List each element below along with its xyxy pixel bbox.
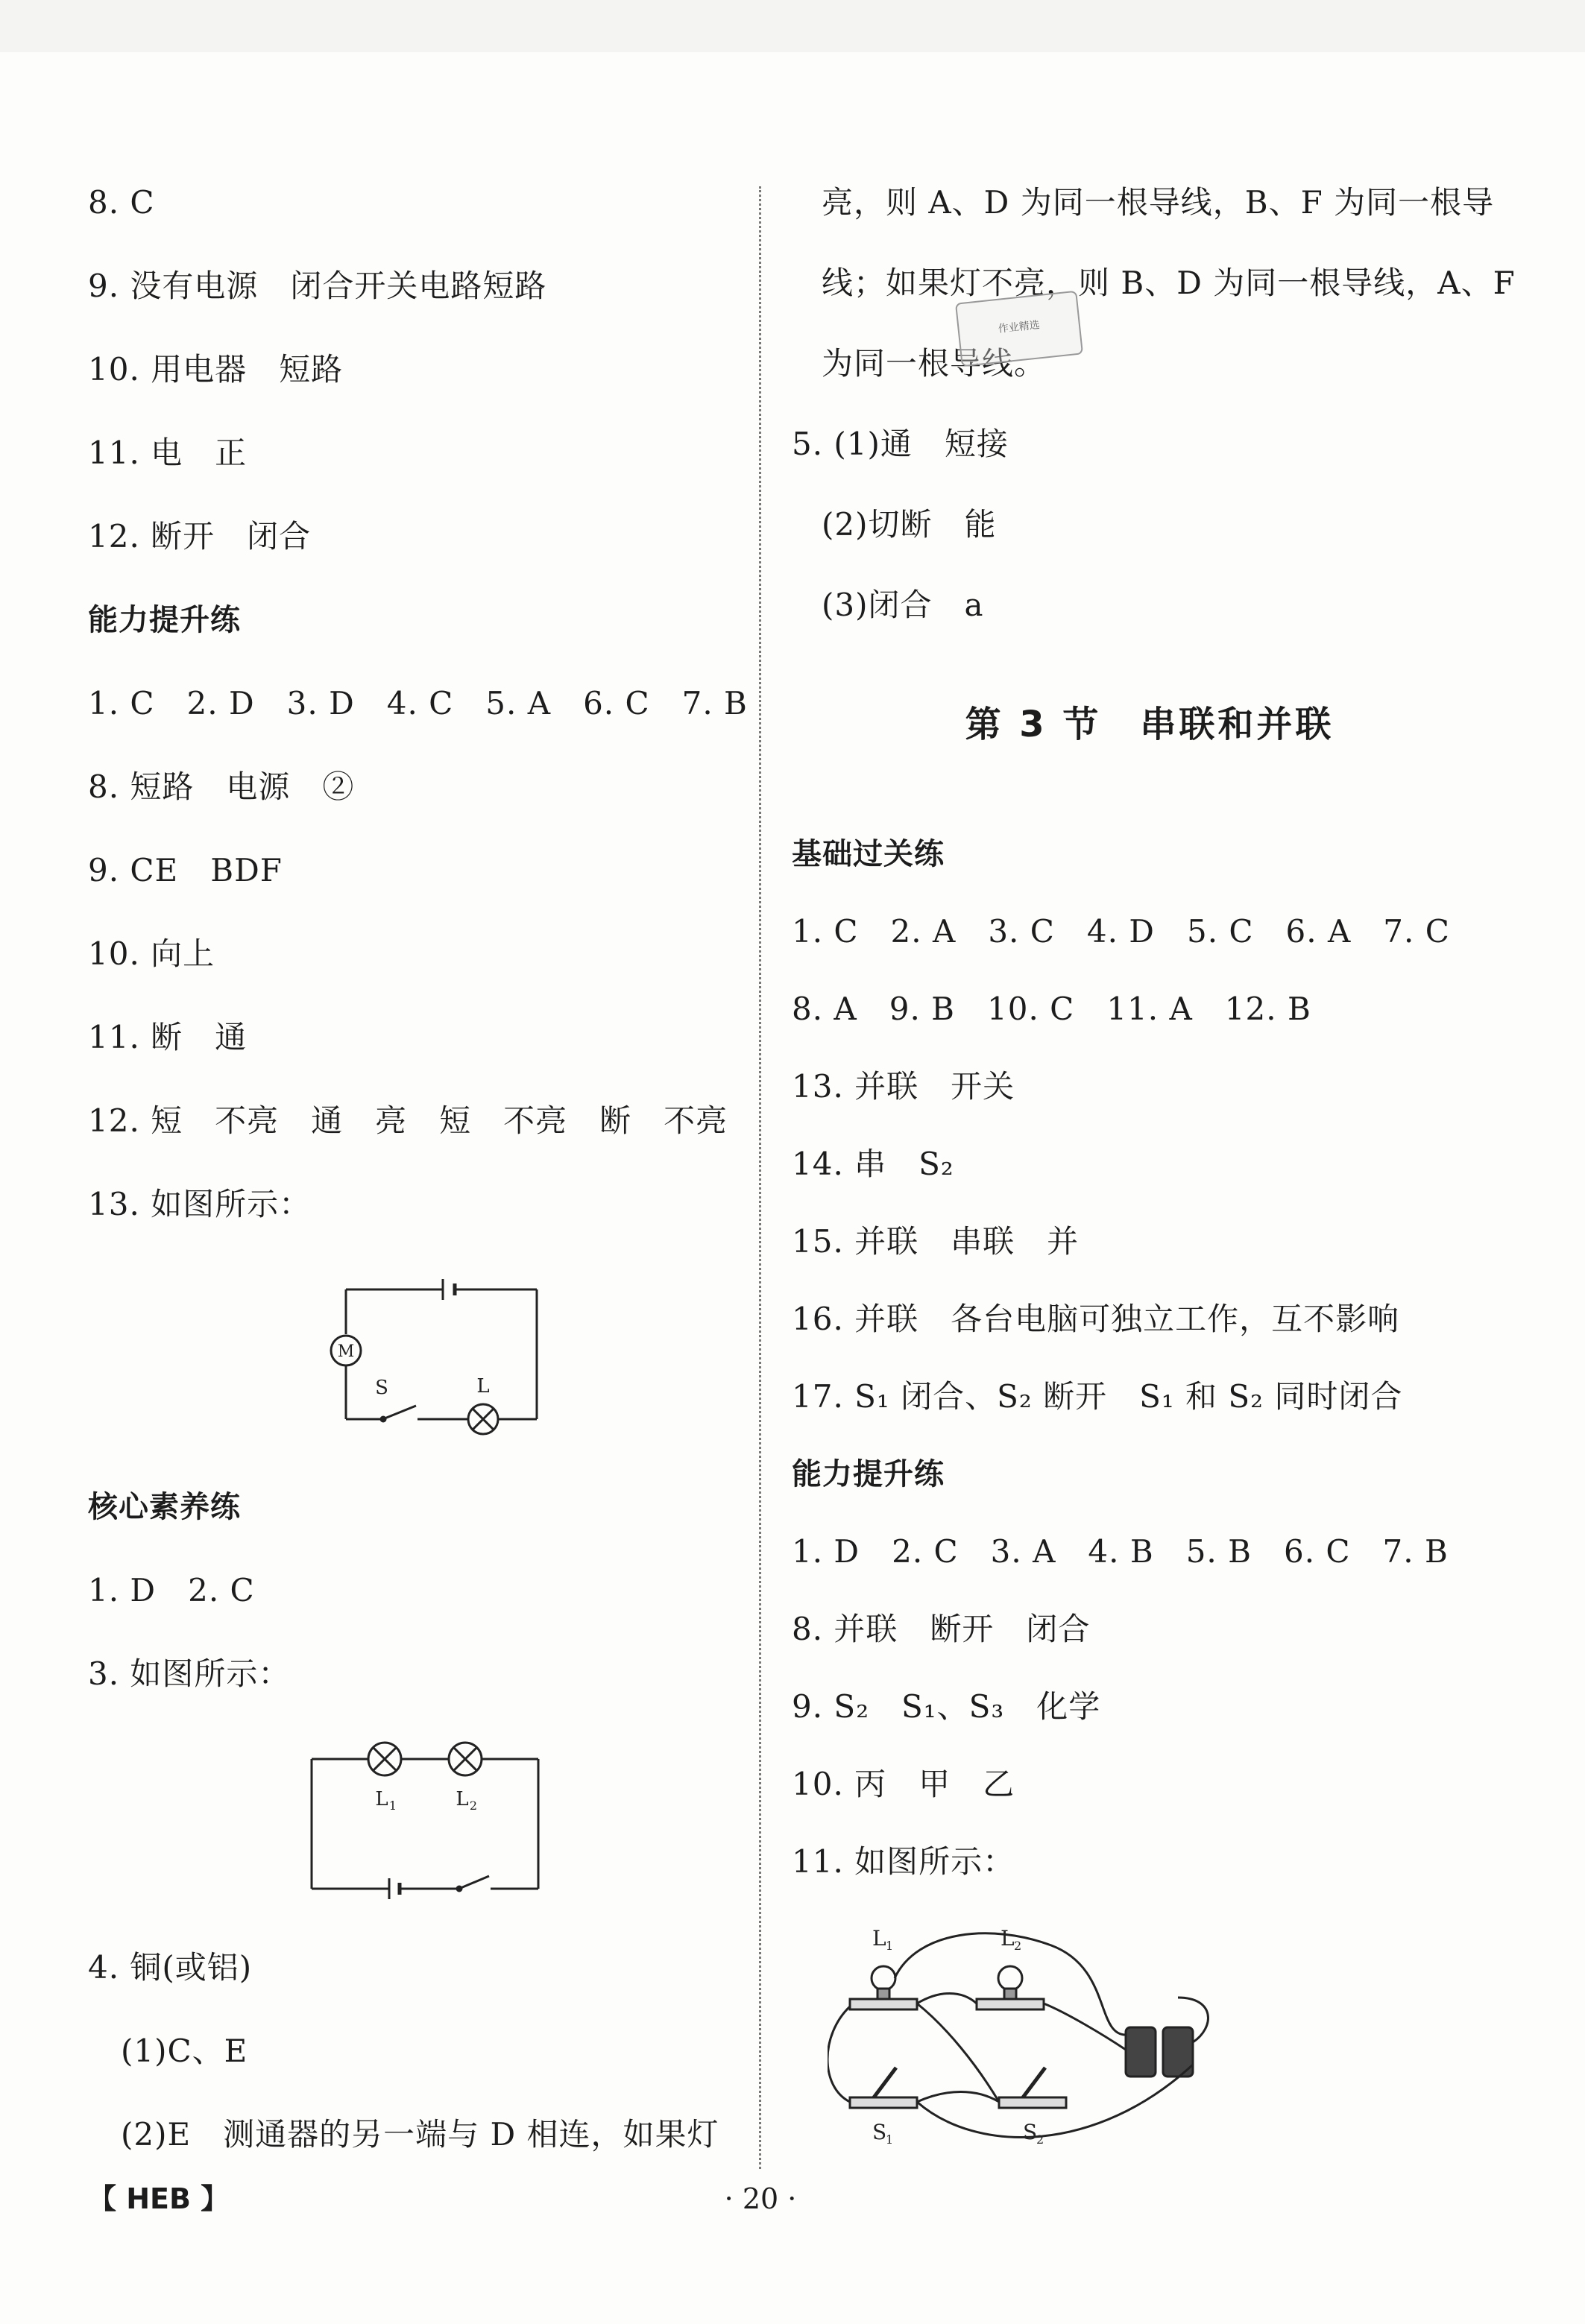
top-margin-band	[0, 0, 1585, 52]
answer-line: 线；如果灯不亮，则 B、D 为同一根导线，A、F	[822, 265, 1516, 301]
l2-label: L	[1001, 1926, 1015, 1951]
answer-line: 13. 如图所示：	[88, 1186, 312, 1222]
lamp-label: L	[476, 1375, 490, 1398]
answer-line: 9. S₂ S₁、S₃ 化学	[792, 1688, 1101, 1725]
answer-line: 为同一根导线。	[822, 345, 1047, 382]
basic-heading: 基础过关练	[792, 837, 945, 871]
s1-subscript: 1	[886, 2132, 894, 2147]
answer-line: 11. 断 通	[88, 1019, 248, 1055]
switch-s2-lever	[1023, 2068, 1045, 2097]
answer-line: (1)C、E	[121, 2033, 248, 2069]
ability-heading: 能力提升练	[88, 603, 241, 637]
lamp-l2-subscript: 2	[469, 1799, 478, 1813]
answer-line: 1. C 2. D 3. D 4. C 5. A 6. C 7. B	[88, 685, 748, 721]
switch-label: S	[375, 1377, 388, 1399]
answer-line: 4. 铜(或铝)	[88, 1949, 253, 1986]
answer-line: 8. 并联 断开 闭合	[792, 1611, 1091, 1647]
answer-line: 8. 短路 电源 ②	[88, 768, 355, 805]
answer-line: 9. CE BDF	[88, 852, 283, 888]
l2-subscript: 2	[1014, 1939, 1022, 1953]
l1-label: L	[872, 1926, 886, 1951]
board-s1	[850, 2097, 917, 2108]
lamp-l1-label: L	[375, 1788, 388, 1810]
publisher-badge: 【 HEB 】	[88, 2182, 230, 2215]
answer-line: (2)E 测通器的另一端与 D 相连，如果灯	[121, 2116, 719, 2153]
switch-lever	[385, 1406, 416, 1418]
answer-line: 8. C	[88, 184, 155, 221]
answer-line: 14. 串 S₂	[792, 1146, 954, 1182]
circuit-diagram-q13	[321, 1267, 544, 1439]
answer-line: (2)切断 能	[822, 506, 997, 543]
answer-line: 1. D 2. C 3. A 4. B 5. B 6. C 7. B	[792, 1533, 1449, 1570]
motor-label: M	[337, 1342, 355, 1361]
answer-line: 1. C 2. A 3. C 4. D 5. C 6. A 7. C	[792, 913, 1450, 950]
answer-line: 9. 没有电源 闭合开关电路短路	[88, 268, 547, 304]
bulb-l1	[872, 1966, 895, 1990]
lamp-l2-label: L	[456, 1788, 469, 1810]
answer-line: (3)闭合 a	[822, 587, 984, 623]
answer-line: 10. 丙 甲 乙	[792, 1766, 1015, 1802]
switch-s1-lever	[874, 2068, 896, 2097]
core-heading: 核心素养练	[88, 1490, 241, 1524]
board-l2	[977, 1999, 1044, 2009]
answer-line: 11. 电 正	[88, 435, 248, 471]
battery-1	[1126, 2027, 1156, 2077]
circuit-illustration-q11	[828, 1916, 1245, 2162]
s1-label: S	[872, 2120, 887, 2144]
answer-line: 1. D 2. C	[88, 1572, 255, 1608]
s2-label: S	[1023, 2120, 1038, 2144]
answer-line: 8. A 9. B 10. C 11. A 12. B	[792, 991, 1311, 1027]
ability-heading-right: 能力提升练	[792, 1457, 945, 1491]
answer-line: 3. 如图所示：	[88, 1655, 291, 1692]
bulb-l2	[998, 1966, 1022, 1990]
answer-line: 10. 用电器 短路	[88, 351, 344, 388]
answer-line: 15. 并联 串联 并	[792, 1223, 1080, 1260]
l1-subscript: 1	[886, 1939, 894, 1953]
switch-lever	[461, 1876, 489, 1888]
answer-line: 亮，则 A、D 为同一根导线，B、F 为同一根导	[822, 184, 1495, 221]
answer-line: 12. 短 不亮 通 亮 短 不亮 断 不亮	[88, 1102, 728, 1139]
column-divider	[759, 186, 761, 2169]
ink-stamp: 作业精选	[955, 291, 1083, 367]
answer-line: 5. (1)通 短接	[792, 426, 1009, 462]
section-title: 第 3 节 串联和并联	[965, 704, 1335, 745]
lamp-l1-subscript: 1	[388, 1799, 397, 1813]
answer-line: 16. 并联 各台电脑可独立工作，互不影响	[792, 1301, 1400, 1337]
s2-subscript: 2	[1036, 2132, 1044, 2147]
answer-line: 13. 并联 开关	[792, 1068, 1015, 1105]
answer-line: 12. 断开 闭合	[88, 518, 312, 555]
page-number: · 20 ·	[724, 2182, 797, 2215]
answer-line: 10. 向上	[88, 935, 215, 972]
board-l1	[850, 1999, 917, 2009]
answer-line: 11. 如图所示：	[792, 1843, 1015, 1880]
circuit-diagram-q3	[298, 1723, 552, 1910]
board-s2	[999, 2097, 1066, 2108]
answer-line: 17. S₁ 闭合、S₂ 断开 S₁ 和 S₂ 同时闭合	[792, 1378, 1403, 1415]
